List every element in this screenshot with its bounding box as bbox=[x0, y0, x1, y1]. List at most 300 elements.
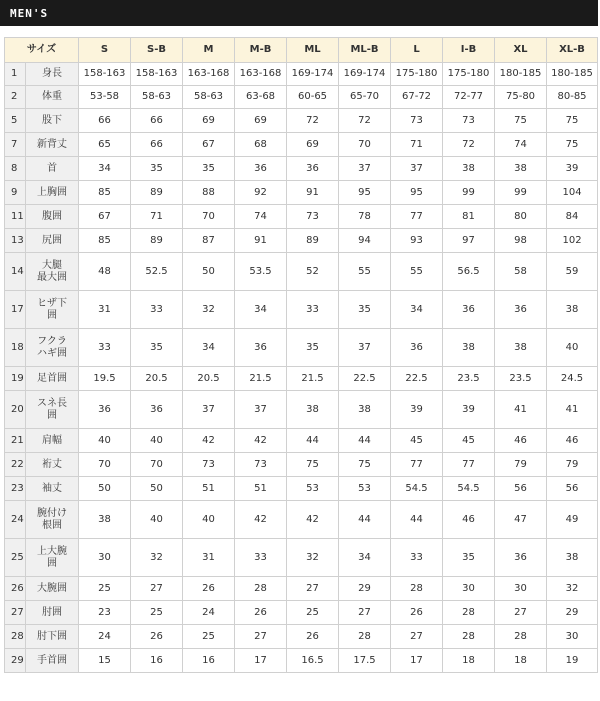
measurement-value: 80 bbox=[495, 205, 547, 229]
measurement-value: 54.5 bbox=[443, 477, 495, 501]
measurement-value: 36 bbox=[131, 391, 183, 429]
table-row bbox=[5, 253, 598, 291]
measurement-value: 38 bbox=[287, 391, 339, 429]
measurement-value: 66 bbox=[79, 109, 131, 133]
measurement-value: 89 bbox=[131, 229, 183, 253]
measurement-value: 58-63 bbox=[131, 86, 183, 109]
table-row bbox=[5, 477, 598, 501]
measurement-value: 63-68 bbox=[235, 86, 287, 109]
measurement-value: 75 bbox=[547, 133, 598, 157]
row-number: 14 bbox=[5, 253, 26, 291]
measurement-value: 69 bbox=[287, 133, 339, 157]
measurement-value: 169-174 bbox=[287, 63, 339, 86]
measurement-value: 35 bbox=[287, 329, 339, 367]
size-corner-label: サイズ bbox=[5, 38, 79, 63]
row-number: 26 bbox=[5, 577, 26, 601]
measurement-label: フクラ ハギ囲 bbox=[26, 329, 79, 367]
measurement-value: 70 bbox=[339, 133, 391, 157]
row-number: 1 bbox=[5, 63, 26, 86]
measurement-value: 175-180 bbox=[391, 63, 443, 86]
section-header-bar bbox=[0, 0, 598, 26]
row-number: 21 bbox=[5, 429, 26, 453]
measurement-value: 71 bbox=[131, 205, 183, 229]
measurement-value: 89 bbox=[131, 181, 183, 205]
measurement-value: 31 bbox=[183, 539, 235, 577]
row-number: 17 bbox=[5, 291, 26, 329]
measurement-value: 74 bbox=[495, 133, 547, 157]
row-number: 5 bbox=[5, 109, 26, 133]
measurement-value: 19.5 bbox=[79, 367, 131, 391]
measurement-value: 48 bbox=[79, 253, 131, 291]
measurement-value: 73 bbox=[443, 109, 495, 133]
measurement-value: 27 bbox=[131, 577, 183, 601]
measurement-value: 33 bbox=[287, 291, 339, 329]
measurement-value: 28 bbox=[235, 577, 287, 601]
measurement-value: 42 bbox=[235, 501, 287, 539]
measurement-value: 91 bbox=[287, 181, 339, 205]
row-number: 2 bbox=[5, 86, 26, 109]
measurement-value: 38 bbox=[495, 157, 547, 181]
measurement-value: 38 bbox=[443, 157, 495, 181]
measurement-value: 55 bbox=[339, 253, 391, 291]
measurement-value: 88 bbox=[183, 181, 235, 205]
table-row bbox=[5, 649, 598, 673]
measurement-value: 52 bbox=[287, 253, 339, 291]
table-row bbox=[5, 205, 598, 229]
measurement-value: 53.5 bbox=[235, 253, 287, 291]
measurement-value: 40 bbox=[131, 429, 183, 453]
measurement-value: 53-58 bbox=[79, 86, 131, 109]
measurement-value: 31 bbox=[79, 291, 131, 329]
measurement-label: 体重 bbox=[26, 86, 79, 109]
measurement-value: 73 bbox=[287, 205, 339, 229]
measurement-value: 21.5 bbox=[287, 367, 339, 391]
measurement-value: 37 bbox=[391, 157, 443, 181]
size-chart bbox=[4, 37, 595, 673]
measurement-label: 新背丈 bbox=[26, 133, 79, 157]
measurement-value: 26 bbox=[391, 601, 443, 625]
measurement-value: 180-185 bbox=[547, 63, 598, 86]
column-header-i-b: I-B bbox=[443, 38, 495, 63]
measurement-value: 44 bbox=[339, 429, 391, 453]
measurement-value: 39 bbox=[443, 391, 495, 429]
measurement-value: 84 bbox=[547, 205, 598, 229]
measurement-label: 股下 bbox=[26, 109, 79, 133]
measurement-value: 36 bbox=[235, 157, 287, 181]
measurement-value: 34 bbox=[339, 539, 391, 577]
measurement-value: 18 bbox=[495, 649, 547, 673]
measurement-value: 180-185 bbox=[495, 63, 547, 86]
measurement-value: 38 bbox=[547, 291, 598, 329]
measurement-value: 50 bbox=[79, 477, 131, 501]
measurement-value: 54.5 bbox=[391, 477, 443, 501]
measurement-label: 手首囲 bbox=[26, 649, 79, 673]
measurement-value: 35 bbox=[443, 539, 495, 577]
size-table bbox=[4, 37, 598, 673]
table-row bbox=[5, 157, 598, 181]
measurement-label: 上大腕 囲 bbox=[26, 539, 79, 577]
column-header-xl: XL bbox=[495, 38, 547, 63]
measurement-value: 36 bbox=[443, 291, 495, 329]
measurement-value: 36 bbox=[79, 391, 131, 429]
measurement-value: 34 bbox=[391, 291, 443, 329]
measurement-value: 32 bbox=[183, 291, 235, 329]
measurement-value: 34 bbox=[235, 291, 287, 329]
measurement-value: 89 bbox=[287, 229, 339, 253]
measurement-value: 42 bbox=[235, 429, 287, 453]
table-row bbox=[5, 291, 598, 329]
measurement-value: 17 bbox=[391, 649, 443, 673]
measurement-value: 49 bbox=[547, 501, 598, 539]
measurement-value: 65-70 bbox=[339, 86, 391, 109]
measurement-value: 158-163 bbox=[131, 63, 183, 86]
measurement-value: 38 bbox=[547, 539, 598, 577]
measurement-value: 163-168 bbox=[235, 63, 287, 86]
measurement-label: 首 bbox=[26, 157, 79, 181]
measurement-value: 104 bbox=[547, 181, 598, 205]
measurement-value: 98 bbox=[495, 229, 547, 253]
measurement-value: 37 bbox=[339, 157, 391, 181]
row-number: 29 bbox=[5, 649, 26, 673]
table-row bbox=[5, 133, 598, 157]
measurement-label: 肩幅 bbox=[26, 429, 79, 453]
measurement-value: 66 bbox=[131, 133, 183, 157]
measurement-value: 75-80 bbox=[495, 86, 547, 109]
measurement-value: 22.5 bbox=[339, 367, 391, 391]
measurement-value: 33 bbox=[131, 291, 183, 329]
measurement-value: 24.5 bbox=[547, 367, 598, 391]
measurement-value: 45 bbox=[391, 429, 443, 453]
measurement-value: 28 bbox=[495, 625, 547, 649]
table-row bbox=[5, 63, 598, 86]
measurement-value: 35 bbox=[339, 291, 391, 329]
measurement-value: 93 bbox=[391, 229, 443, 253]
measurement-value: 35 bbox=[183, 157, 235, 181]
measurement-label: 裄丈 bbox=[26, 453, 79, 477]
measurement-value: 17 bbox=[235, 649, 287, 673]
column-header-l: L bbox=[391, 38, 443, 63]
measurement-value: 44 bbox=[339, 501, 391, 539]
measurement-value: 27 bbox=[339, 601, 391, 625]
measurement-value: 50 bbox=[183, 253, 235, 291]
measurement-value: 67 bbox=[79, 205, 131, 229]
measurement-value: 69 bbox=[183, 109, 235, 133]
measurement-value: 55 bbox=[391, 253, 443, 291]
measurement-value: 73 bbox=[391, 109, 443, 133]
measurement-value: 33 bbox=[235, 539, 287, 577]
measurement-value: 27 bbox=[495, 601, 547, 625]
column-header-s-b: S-B bbox=[131, 38, 183, 63]
table-row bbox=[5, 501, 598, 539]
measurement-label: 大腿 最大囲 bbox=[26, 253, 79, 291]
measurement-value: 40 bbox=[547, 329, 598, 367]
measurement-value: 23.5 bbox=[495, 367, 547, 391]
measurement-value: 18 bbox=[443, 649, 495, 673]
table-body bbox=[5, 63, 598, 673]
measurement-value: 66 bbox=[131, 109, 183, 133]
measurement-value: 47 bbox=[495, 501, 547, 539]
measurement-value: 17.5 bbox=[339, 649, 391, 673]
measurement-value: 77 bbox=[391, 453, 443, 477]
measurement-value: 46 bbox=[443, 501, 495, 539]
row-number: 18 bbox=[5, 329, 26, 367]
measurement-value: 16.5 bbox=[287, 649, 339, 673]
measurement-value: 36 bbox=[287, 157, 339, 181]
measurement-label: 上胸囲 bbox=[26, 181, 79, 205]
measurement-value: 67-72 bbox=[391, 86, 443, 109]
measurement-value: 23.5 bbox=[443, 367, 495, 391]
measurement-value: 33 bbox=[79, 329, 131, 367]
measurement-label: 腹囲 bbox=[26, 205, 79, 229]
measurement-value: 40 bbox=[183, 501, 235, 539]
measurement-value: 169-174 bbox=[339, 63, 391, 86]
measurement-value: 73 bbox=[235, 453, 287, 477]
measurement-value: 20.5 bbox=[183, 367, 235, 391]
table-row bbox=[5, 109, 598, 133]
measurement-value: 77 bbox=[391, 205, 443, 229]
measurement-value: 27 bbox=[391, 625, 443, 649]
column-header-m-b: M-B bbox=[235, 38, 287, 63]
measurement-value: 56 bbox=[495, 477, 547, 501]
measurement-value: 37 bbox=[235, 391, 287, 429]
measurement-value: 72-77 bbox=[443, 86, 495, 109]
measurement-value: 38 bbox=[495, 329, 547, 367]
measurement-value: 34 bbox=[183, 329, 235, 367]
measurement-value: 32 bbox=[547, 577, 598, 601]
measurement-value: 23 bbox=[79, 601, 131, 625]
measurement-value: 45 bbox=[443, 429, 495, 453]
measurement-value: 16 bbox=[131, 649, 183, 673]
measurement-value: 70 bbox=[183, 205, 235, 229]
measurement-value: 72 bbox=[287, 109, 339, 133]
measurement-value: 26 bbox=[131, 625, 183, 649]
measurement-value: 24 bbox=[79, 625, 131, 649]
measurement-value: 78 bbox=[339, 205, 391, 229]
measurement-value: 53 bbox=[339, 477, 391, 501]
row-number: 7 bbox=[5, 133, 26, 157]
measurement-value: 94 bbox=[339, 229, 391, 253]
measurement-value: 44 bbox=[287, 429, 339, 453]
measurement-value: 68 bbox=[235, 133, 287, 157]
measurement-value: 50 bbox=[131, 477, 183, 501]
table-row bbox=[5, 229, 598, 253]
measurement-value: 80-85 bbox=[547, 86, 598, 109]
table-row bbox=[5, 601, 598, 625]
measurement-value: 30 bbox=[547, 625, 598, 649]
measurement-value: 74 bbox=[235, 205, 287, 229]
measurement-value: 87 bbox=[183, 229, 235, 253]
row-number: 27 bbox=[5, 601, 26, 625]
table-row bbox=[5, 391, 598, 429]
measurement-value: 91 bbox=[235, 229, 287, 253]
measurement-value: 38 bbox=[443, 329, 495, 367]
measurement-value: 99 bbox=[495, 181, 547, 205]
measurement-value: 44 bbox=[391, 501, 443, 539]
measurement-value: 21.5 bbox=[235, 367, 287, 391]
measurement-value: 38 bbox=[79, 501, 131, 539]
measurement-value: 28 bbox=[339, 625, 391, 649]
measurement-value: 60-65 bbox=[287, 86, 339, 109]
measurement-value: 75 bbox=[495, 109, 547, 133]
measurement-label: 尻囲 bbox=[26, 229, 79, 253]
measurement-value: 33 bbox=[391, 539, 443, 577]
measurement-value: 41 bbox=[547, 391, 598, 429]
measurement-value: 25 bbox=[287, 601, 339, 625]
measurement-value: 71 bbox=[391, 133, 443, 157]
measurement-value: 92 bbox=[235, 181, 287, 205]
table-row bbox=[5, 367, 598, 391]
measurement-value: 46 bbox=[495, 429, 547, 453]
measurement-value: 175-180 bbox=[443, 63, 495, 86]
measurement-label: 袖丈 bbox=[26, 477, 79, 501]
column-header-xl-b: XL-B bbox=[547, 38, 598, 63]
table-row bbox=[5, 329, 598, 367]
measurement-value: 102 bbox=[547, 229, 598, 253]
measurement-value: 58-63 bbox=[183, 86, 235, 109]
row-number: 22 bbox=[5, 453, 26, 477]
measurement-value: 42 bbox=[183, 429, 235, 453]
measurement-value: 36 bbox=[495, 539, 547, 577]
measurement-value: 38 bbox=[339, 391, 391, 429]
measurement-value: 28 bbox=[443, 625, 495, 649]
row-number: 8 bbox=[5, 157, 26, 181]
measurement-value: 36 bbox=[495, 291, 547, 329]
measurement-value: 46 bbox=[547, 429, 598, 453]
table-header-row bbox=[5, 38, 598, 63]
row-number: 11 bbox=[5, 205, 26, 229]
row-number: 23 bbox=[5, 477, 26, 501]
measurement-value: 39 bbox=[391, 391, 443, 429]
measurement-value: 52.5 bbox=[131, 253, 183, 291]
measurement-label: ヒザ下 囲 bbox=[26, 291, 79, 329]
column-header-ml-b: ML-B bbox=[339, 38, 391, 63]
measurement-value: 58 bbox=[495, 253, 547, 291]
measurement-value: 37 bbox=[339, 329, 391, 367]
measurement-value: 30 bbox=[495, 577, 547, 601]
table-row bbox=[5, 539, 598, 577]
table-row bbox=[5, 453, 598, 477]
measurement-value: 51 bbox=[183, 477, 235, 501]
measurement-value: 70 bbox=[131, 453, 183, 477]
row-number: 9 bbox=[5, 181, 26, 205]
measurement-value: 65 bbox=[79, 133, 131, 157]
measurement-value: 25 bbox=[131, 601, 183, 625]
measurement-value: 97 bbox=[443, 229, 495, 253]
measurement-value: 28 bbox=[443, 601, 495, 625]
measurement-value: 24 bbox=[183, 601, 235, 625]
measurement-value: 15 bbox=[79, 649, 131, 673]
table-row bbox=[5, 181, 598, 205]
measurement-value: 40 bbox=[79, 429, 131, 453]
measurement-value: 79 bbox=[547, 453, 598, 477]
measurement-value: 81 bbox=[443, 205, 495, 229]
measurement-value: 26 bbox=[287, 625, 339, 649]
measurement-value: 25 bbox=[183, 625, 235, 649]
measurement-value: 41 bbox=[495, 391, 547, 429]
measurement-value: 30 bbox=[79, 539, 131, 577]
measurement-label: 腕付け 根囲 bbox=[26, 501, 79, 539]
measurement-value: 69 bbox=[235, 109, 287, 133]
row-number: 19 bbox=[5, 367, 26, 391]
measurement-value: 39 bbox=[547, 157, 598, 181]
table-row bbox=[5, 577, 598, 601]
measurement-value: 16 bbox=[183, 649, 235, 673]
measurement-value: 35 bbox=[131, 157, 183, 181]
measurement-label: 肘下囲 bbox=[26, 625, 79, 649]
measurement-value: 28 bbox=[391, 577, 443, 601]
measurement-value: 73 bbox=[183, 453, 235, 477]
measurement-value: 22.5 bbox=[391, 367, 443, 391]
column-header-s: S bbox=[79, 38, 131, 63]
measurement-label: 足首囲 bbox=[26, 367, 79, 391]
measurement-value: 56.5 bbox=[443, 253, 495, 291]
measurement-value: 36 bbox=[235, 329, 287, 367]
measurement-value: 95 bbox=[391, 181, 443, 205]
measurement-value: 51 bbox=[235, 477, 287, 501]
measurement-label: スネ長 囲 bbox=[26, 391, 79, 429]
measurement-value: 32 bbox=[287, 539, 339, 577]
measurement-value: 42 bbox=[287, 501, 339, 539]
measurement-value: 56 bbox=[547, 477, 598, 501]
row-number: 25 bbox=[5, 539, 26, 577]
measurement-value: 59 bbox=[547, 253, 598, 291]
measurement-value: 25 bbox=[79, 577, 131, 601]
row-number: 20 bbox=[5, 391, 26, 429]
measurement-value: 75 bbox=[287, 453, 339, 477]
measurement-value: 72 bbox=[339, 109, 391, 133]
measurement-label: 身長 bbox=[26, 63, 79, 86]
measurement-value: 75 bbox=[339, 453, 391, 477]
measurement-label: 大腕囲 bbox=[26, 577, 79, 601]
measurement-value: 26 bbox=[235, 601, 287, 625]
measurement-value: 30 bbox=[443, 577, 495, 601]
measurement-value: 27 bbox=[235, 625, 287, 649]
measurement-value: 19 bbox=[547, 649, 598, 673]
column-header-m: M bbox=[183, 38, 235, 63]
table-row bbox=[5, 429, 598, 453]
measurement-value: 67 bbox=[183, 133, 235, 157]
measurement-value: 163-168 bbox=[183, 63, 235, 86]
column-header-ml: ML bbox=[287, 38, 339, 63]
measurement-value: 35 bbox=[131, 329, 183, 367]
measurement-value: 40 bbox=[131, 501, 183, 539]
section-title: MEN'S bbox=[10, 6, 49, 20]
measurement-value: 77 bbox=[443, 453, 495, 477]
table-row bbox=[5, 86, 598, 109]
measurement-value: 79 bbox=[495, 453, 547, 477]
measurement-value: 99 bbox=[443, 181, 495, 205]
row-number: 28 bbox=[5, 625, 26, 649]
table-row bbox=[5, 625, 598, 649]
measurement-value: 29 bbox=[339, 577, 391, 601]
measurement-value: 158-163 bbox=[79, 63, 131, 86]
measurement-label: 肘囲 bbox=[26, 601, 79, 625]
measurement-value: 75 bbox=[547, 109, 598, 133]
measurement-value: 34 bbox=[79, 157, 131, 181]
measurement-value: 72 bbox=[443, 133, 495, 157]
measurement-value: 85 bbox=[79, 181, 131, 205]
row-number: 24 bbox=[5, 501, 26, 539]
row-number: 13 bbox=[5, 229, 26, 253]
measurement-value: 36 bbox=[391, 329, 443, 367]
measurement-value: 85 bbox=[79, 229, 131, 253]
measurement-value: 29 bbox=[547, 601, 598, 625]
measurement-value: 95 bbox=[339, 181, 391, 205]
measurement-value: 26 bbox=[183, 577, 235, 601]
measurement-value: 32 bbox=[131, 539, 183, 577]
measurement-value: 27 bbox=[287, 577, 339, 601]
measurement-value: 37 bbox=[183, 391, 235, 429]
